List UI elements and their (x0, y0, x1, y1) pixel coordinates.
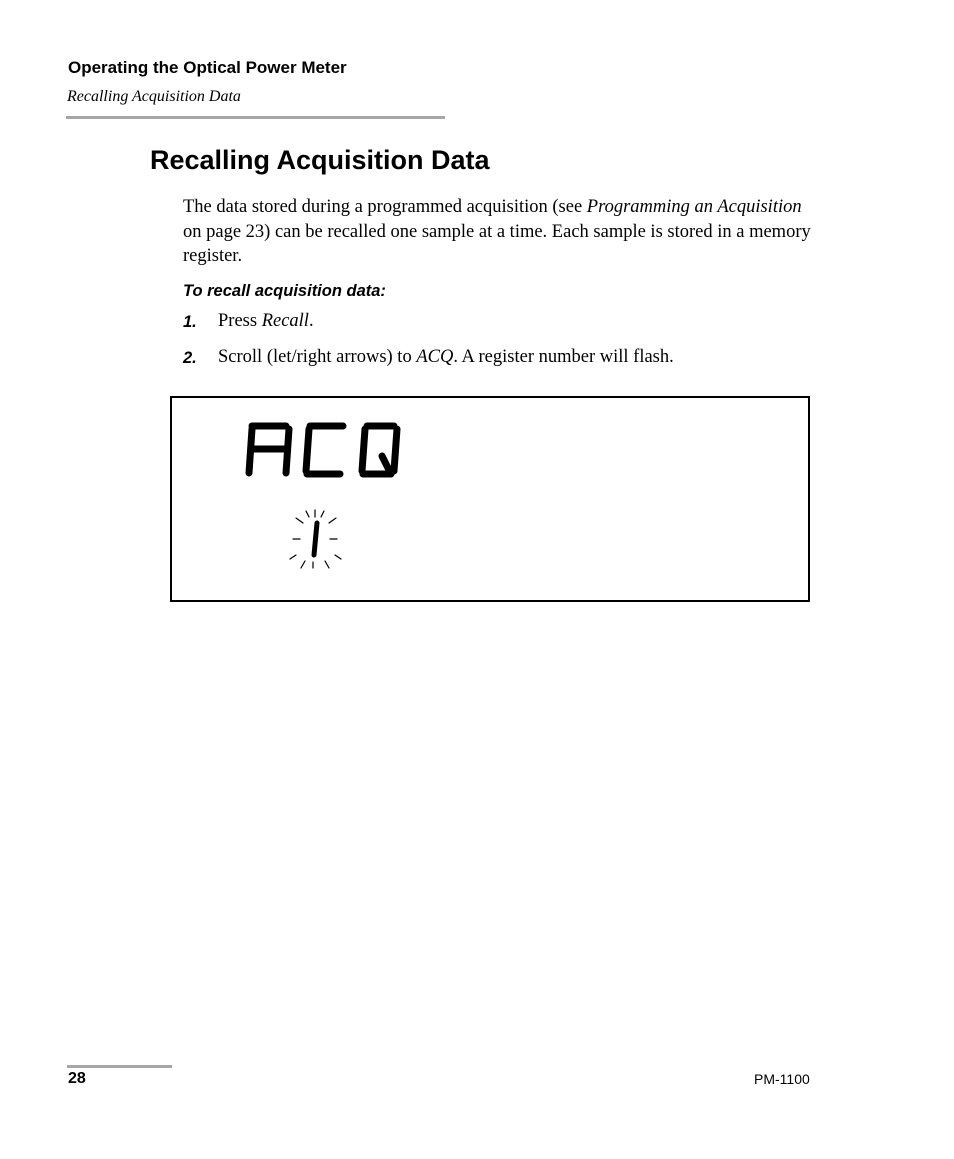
recall-key-name: Recall (261, 311, 309, 331)
page-title: Recalling Acquisition Data (150, 145, 490, 175)
running-header-chapter: Operating the Optical Power Meter (68, 58, 347, 77)
lcd-display-svg (172, 398, 812, 604)
intro-paragraph (183, 195, 823, 269)
step-number: 1. (183, 313, 197, 331)
page-number: 28 (68, 1070, 86, 1087)
footer-rule (67, 1065, 172, 1068)
procedure-title: To recall acquisition data: (183, 282, 386, 300)
step-text: Press Recall. (218, 311, 314, 331)
acq-mode-name: ACQ (416, 347, 454, 367)
intro-text-start: The data stored during a programmed acquisition (see (183, 197, 587, 217)
step-text: Scroll (let/right arrows) to ACQ. A register number will flash. (218, 347, 674, 367)
flashing-register-digit (290, 510, 341, 568)
cross-reference: Programming an Acquisition (586, 197, 802, 217)
intro-text-end: on page 23) can be recalled one sample at a time. Each sample is stored in a memory register. (183, 221, 811, 266)
step-number: 2. (183, 349, 197, 367)
lcd-acq-readout (249, 426, 397, 474)
lcd-display-illustration (170, 396, 810, 602)
header-rule (66, 116, 445, 119)
document-id: PM-1100 (754, 1071, 810, 1087)
running-header-section: Recalling Acquisition Data (67, 88, 241, 105)
